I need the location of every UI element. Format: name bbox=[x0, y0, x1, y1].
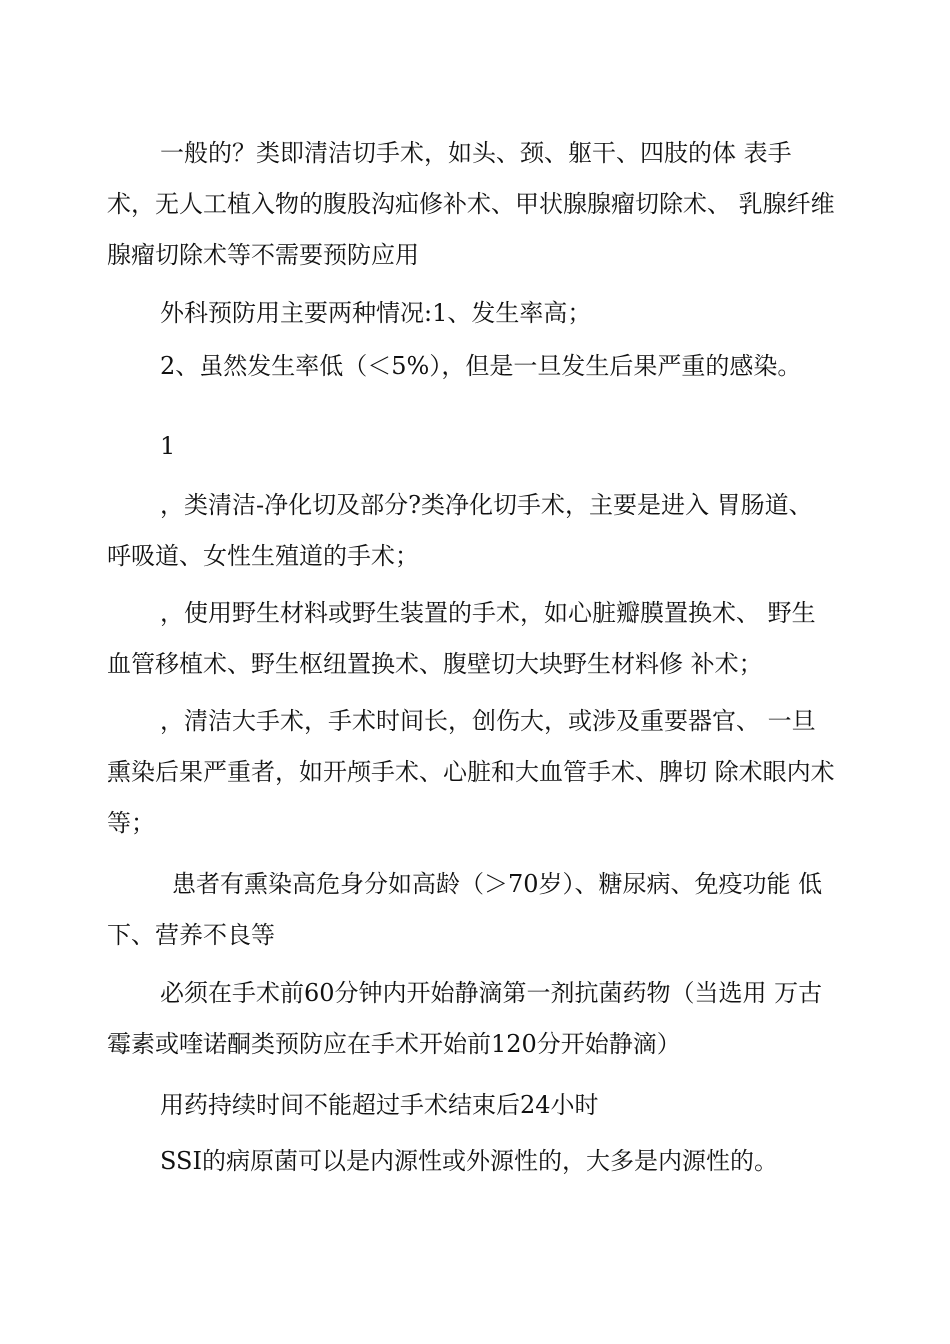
paragraph-duration bbox=[107, 1080, 867, 1131]
paragraph-ssi-pathogens bbox=[107, 1136, 867, 1187]
text-line: 2、虽然发生率低（＜5%），但是一旦发生后果严重的感染。 bbox=[160, 352, 802, 380]
text-line: 患者有熏染高危身分如高龄（＞70岁）、糖尿病、免疫功能 低 bbox=[172, 870, 823, 898]
text-line: 1 bbox=[160, 432, 176, 460]
text-line: 等； bbox=[107, 809, 155, 837]
paragraph-high-risk-patients bbox=[107, 859, 867, 961]
text-line: ，使用野生材料或野生装置的手术，如心脏瓣膜置换术、 野生 bbox=[160, 599, 816, 627]
paragraph-class-one-surgery bbox=[107, 128, 867, 281]
text-line: ，清洁大手术，手术时间长，创伤大，或涉及重要器官、 一旦 bbox=[160, 707, 816, 735]
paragraph-number-one bbox=[107, 421, 867, 472]
text-line: 熏染后果严重者，如开颅手术、心脏和大血管手术、脾切 除术眼内术 bbox=[107, 758, 835, 786]
paragraph-prevention-situations bbox=[107, 288, 867, 339]
text-line: 术，无人工植入物的腹股沟疝修补术、甲状腺腺瘤切除术、 乳腺纤维 bbox=[107, 190, 835, 218]
text-line: 下、营养不良等 bbox=[107, 921, 275, 949]
text-line: 外科预防用主要两种情况:1、发生率高； bbox=[160, 299, 592, 327]
paragraph-low-rate-severe bbox=[107, 341, 867, 392]
paragraph-clean-contaminated bbox=[107, 480, 867, 582]
text-line: SSI的病原菌可以是内源性或外源性的，大多是内源性的。 bbox=[160, 1147, 778, 1175]
text-line: 必须在手术前60分钟内开始静滴第一剂抗菌药物（当选用 万古 bbox=[160, 979, 823, 1007]
text-line: 一般的？类即清洁切手术，如头、颈、躯干、四肢的体 表手 bbox=[160, 139, 792, 167]
paragraph-implant-surgery bbox=[107, 588, 867, 690]
text-line: 呼吸道、女性生殖道的手术； bbox=[107, 542, 419, 570]
text-line: 用药持续时间不能超过手术结束后24小时 bbox=[160, 1091, 599, 1119]
text-line: 腺瘤切除术等不需要预防应用 bbox=[107, 241, 419, 269]
text-line: ，类清洁-净化切及部分?类净化切手术，主要是进入 胃肠道、 bbox=[160, 491, 813, 519]
text-line: 霉素或喹诺酮类预防应在手术开始前120分开始静滴） bbox=[107, 1030, 681, 1058]
text-line: 血管移植术、野生枢纽置换术、腹壁切大块野生材料修 补术； bbox=[107, 650, 763, 678]
paragraph-timing bbox=[107, 968, 867, 1070]
paragraph-major-clean-surgery bbox=[107, 696, 867, 849]
